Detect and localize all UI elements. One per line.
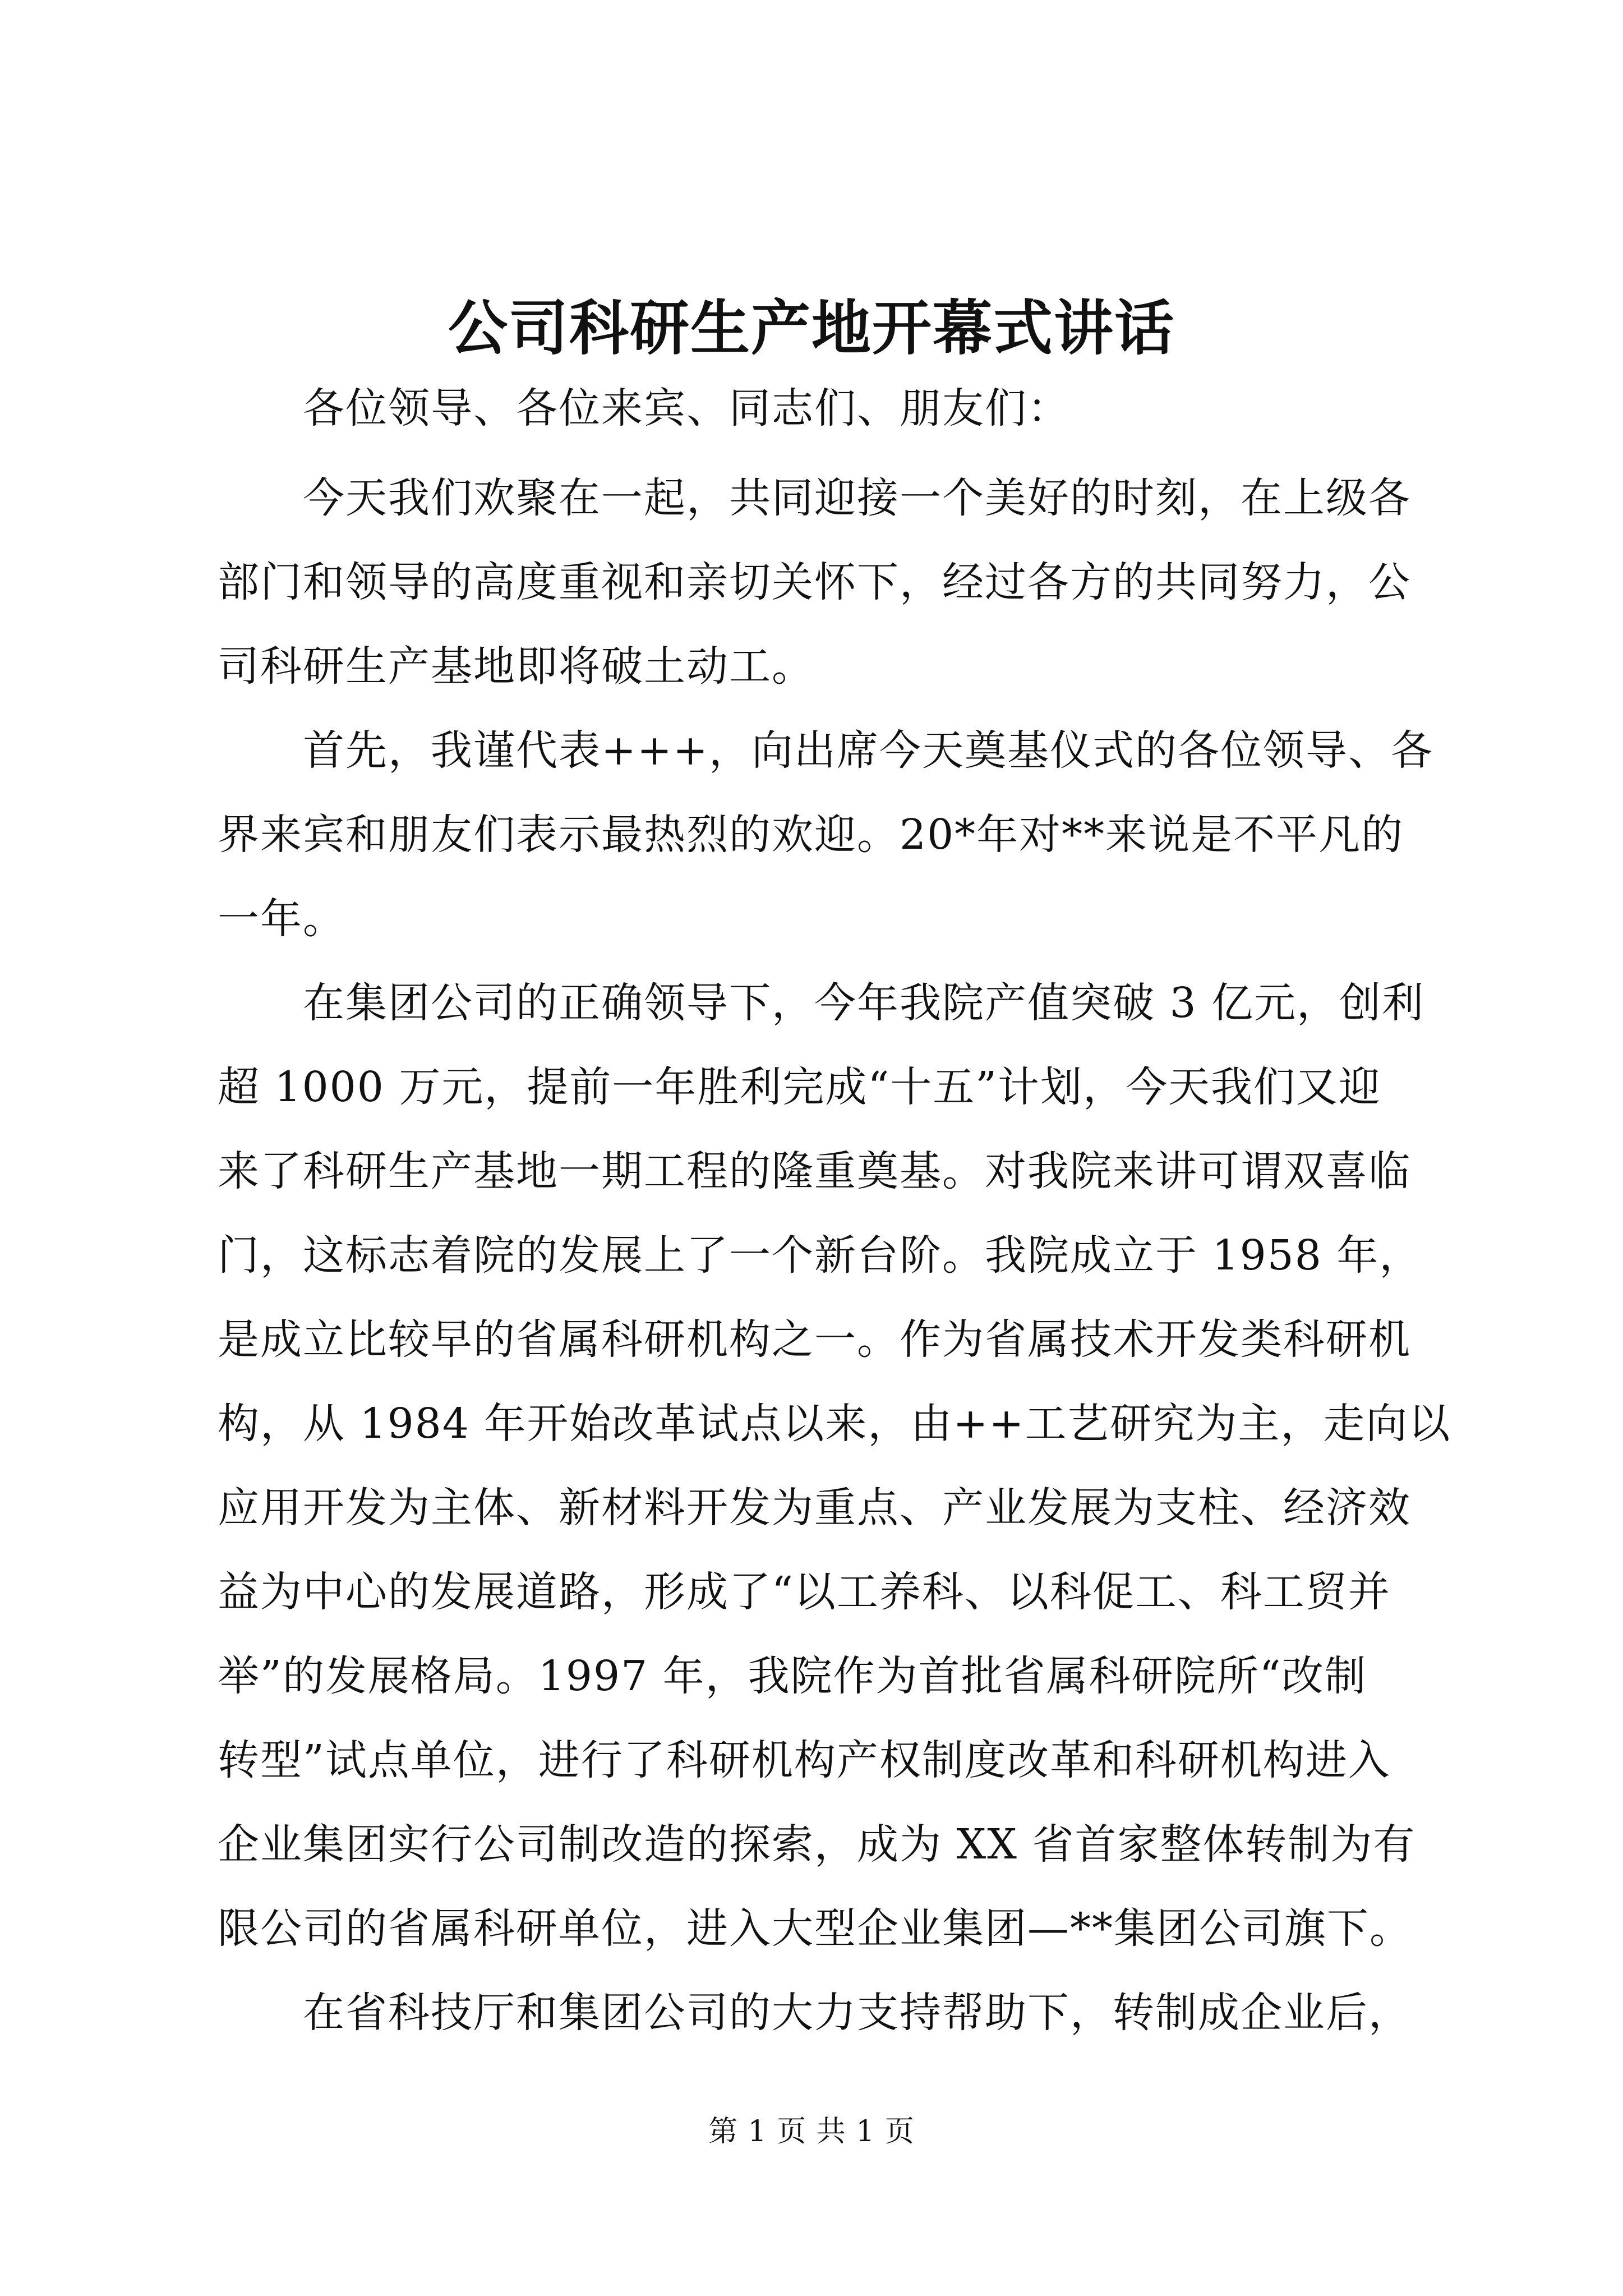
body-line: 来了科研生产基地一期工程的隆重奠基。对我院来讲可谓双喜临 — [218, 1147, 1411, 1195]
body-line: 转型”试点单位，进行了科研机构产权制度改革和科研机构进入 — [218, 1736, 1391, 1784]
page-footer: 第 1 页 共 1 页 — [708, 2115, 915, 2148]
body-line: 界来宾和朋友们表示最热烈的欢迎。20*年对**来说是不平凡的 — [218, 811, 1404, 859]
document-title: 公司科研生产地开幕式讲话 — [448, 293, 1175, 363]
body-line: 企业集团实行公司制改造的探索，成为 XX 省首家整体转制为有 — [218, 1820, 1416, 1869]
body-line: 门，这标志着院的发展上了一个新台阶。我院成立于 1958 年， — [218, 1231, 1422, 1280]
body-line: 构，从 1984 年开始改革试点以来，由++工艺研究为主，走向以 — [218, 1400, 1451, 1448]
body-line: 限公司的省属科研单位，进入大型企业集团—**集团公司旗下。 — [218, 1904, 1412, 1953]
body-line: 举”的发展格局。1997 年，我院作为首批省属科研院所“改制 — [218, 1652, 1367, 1700]
body-line: 在省科技厅和集团公司的大力支持帮助下，转制成企业后， — [218, 1989, 1411, 2037]
body-line: 在集团公司的正确领导下，今年我院产值突破 3 亿元，创利 — [218, 979, 1425, 1027]
body-line: 一年。 — [218, 895, 345, 943]
body-line: 超 1000 万元，提前一年胜利完成“十五”计划，今天我们又迎 — [218, 1063, 1382, 1111]
body-line: 是成立比较早的省属科研机构之一。作为省属技术开发类科研机 — [218, 1315, 1411, 1364]
body-line: 司科研生产基地即将破土动工。 — [218, 642, 814, 691]
body-line: 首先，我谨代表+++，向出席今天奠基仪式的各位领导、各 — [218, 726, 1434, 775]
body-line: 今天我们欢聚在一起，共同迎接一个美好的时刻，在上级各 — [218, 474, 1411, 522]
body-line: 各位领导、各位来宾、同志们、朋友们： — [218, 384, 1070, 432]
body-line: 益为中心的发展道路，形成了“以工养科、以科促工、科工贸并 — [218, 1568, 1391, 1616]
body-line: 应用开发为主体、新材料开发为重点、产业发展为支柱、经济效 — [218, 1484, 1411, 1532]
body-line: 部门和领导的高度重视和亲切关怀下，经过各方的共同努力，公 — [218, 558, 1411, 606]
